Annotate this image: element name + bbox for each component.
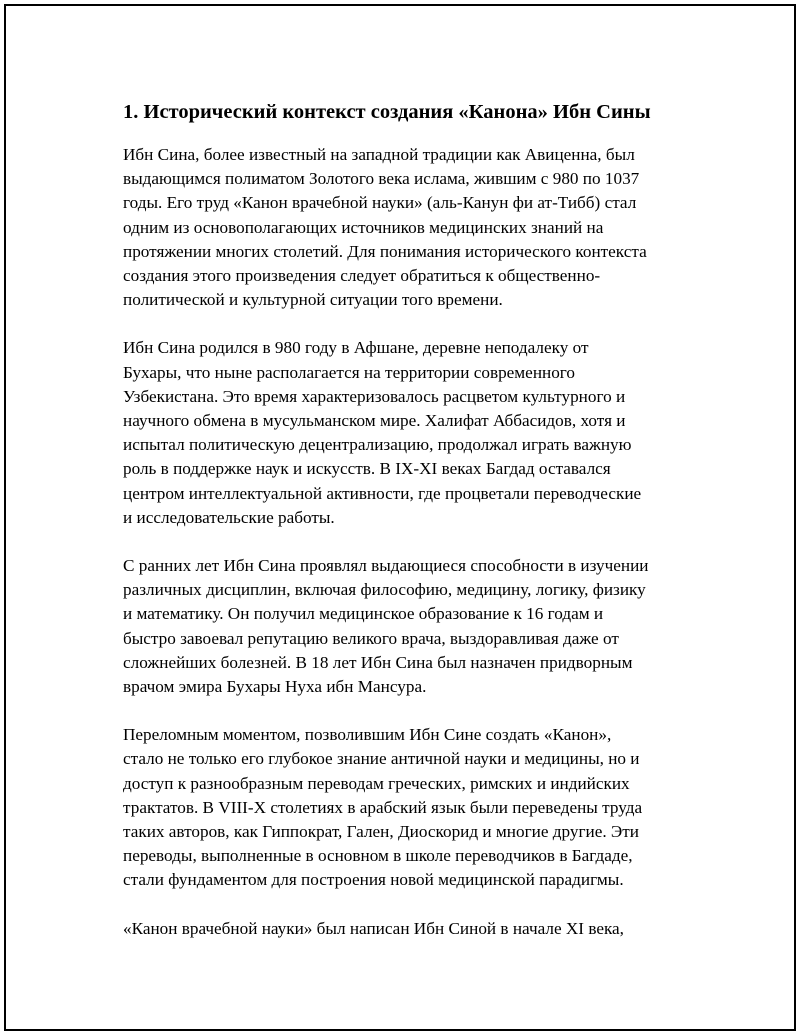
text-line: быстро завоевал репутацию великого врача, выздоравливая даже от (123, 628, 619, 648)
text-line: годы. Его труд «Канон врачебной науки» (аль-Канун фи ат-Тибб) стал (123, 193, 637, 213)
paragraph-3 (123, 554, 703, 699)
text-line: стало не только его глубокое знание античной науки и медицины, но и (123, 749, 640, 769)
text-line: Узбекистана. Это время характеризовалось расцветом культурного и (123, 386, 626, 406)
text-line: стали фундаментом для построения новой медицинской парадигмы. (123, 870, 624, 890)
paragraph-2 (123, 336, 703, 530)
text-line: «Канон врачебной науки» был написан Ибн Синой в начале XI века, (123, 918, 624, 938)
paragraph-1 (123, 143, 703, 312)
text-line: различных дисциплин, включая философию, медицину, логику, физику (123, 580, 646, 600)
text-line: врачом эмира Бухары Нуха ибн Мансура. (123, 677, 427, 697)
text-line: С ранних лет Ибн Сина проявлял выдающиеся способности в изучении (123, 556, 649, 576)
text-line: Бухары, что ныне располагается на территории современного (123, 362, 576, 382)
text-line: сложнейших болезней. В 18 лет Ибн Сина был назначен придворным (123, 652, 633, 672)
text-line: и математику. Он получил медицинское образование к 16 годам и (123, 604, 604, 624)
text-line: создания этого произведения следует обратиться к общественно- (123, 266, 601, 286)
text-line: и исследовательские работы. (123, 507, 335, 527)
text-line: выдающимся полиматом Золотого века ислама, жившим с 980 по 1037 (123, 169, 640, 189)
text-line: Ибн Сина, более известный на западной традиции как Авиценна, был (123, 145, 635, 164)
section-heading: 1. Исторический контекст создания «Канона» Ибн Сины (123, 101, 651, 123)
paragraph-5 (123, 917, 703, 941)
text-line: испытал политическую децентрализацию, продолжал играть важную (123, 435, 632, 455)
paragraph-4 (123, 723, 703, 892)
text-line: центром интеллектуальной активности, где процветали переводческие (123, 483, 642, 503)
text-line: доступ к разнообразным переводам греческих, римских и индийских (123, 773, 630, 793)
document-body (123, 98, 703, 965)
page-frame (4, 4, 796, 1031)
text-line: переводы, выполненные в основном в школе переводчиков в Багдаде, (123, 846, 633, 866)
text-line: трактатов. В VIII-X столетиях в арабский язык были переведены труда (123, 797, 643, 817)
text-line: протяжении многих столетий. Для понимания исторического контекста (123, 241, 647, 261)
text-line: Переломным моментом, позволившим Ибн Сине создать «Канон», (123, 725, 612, 745)
text-line: Ибн Сина родился в 980 году в Афшане, деревне неподалеку от (123, 338, 589, 358)
text-line: научного обмена в мусульманском мире. Халифат Аббасидов, хотя и (123, 411, 626, 431)
text-line: роль в поддержке наук и искусств. В IX-XI веках Багдад оставался (123, 459, 611, 479)
text-line: одним из основополагающих источников медицинских знаний на (123, 217, 604, 237)
text-line: таких авторов, как Гиппократ, Гален, Диоскорид и многие другие. Эти (123, 822, 639, 842)
text-line: политической и культурной ситуации того времени. (123, 290, 503, 310)
